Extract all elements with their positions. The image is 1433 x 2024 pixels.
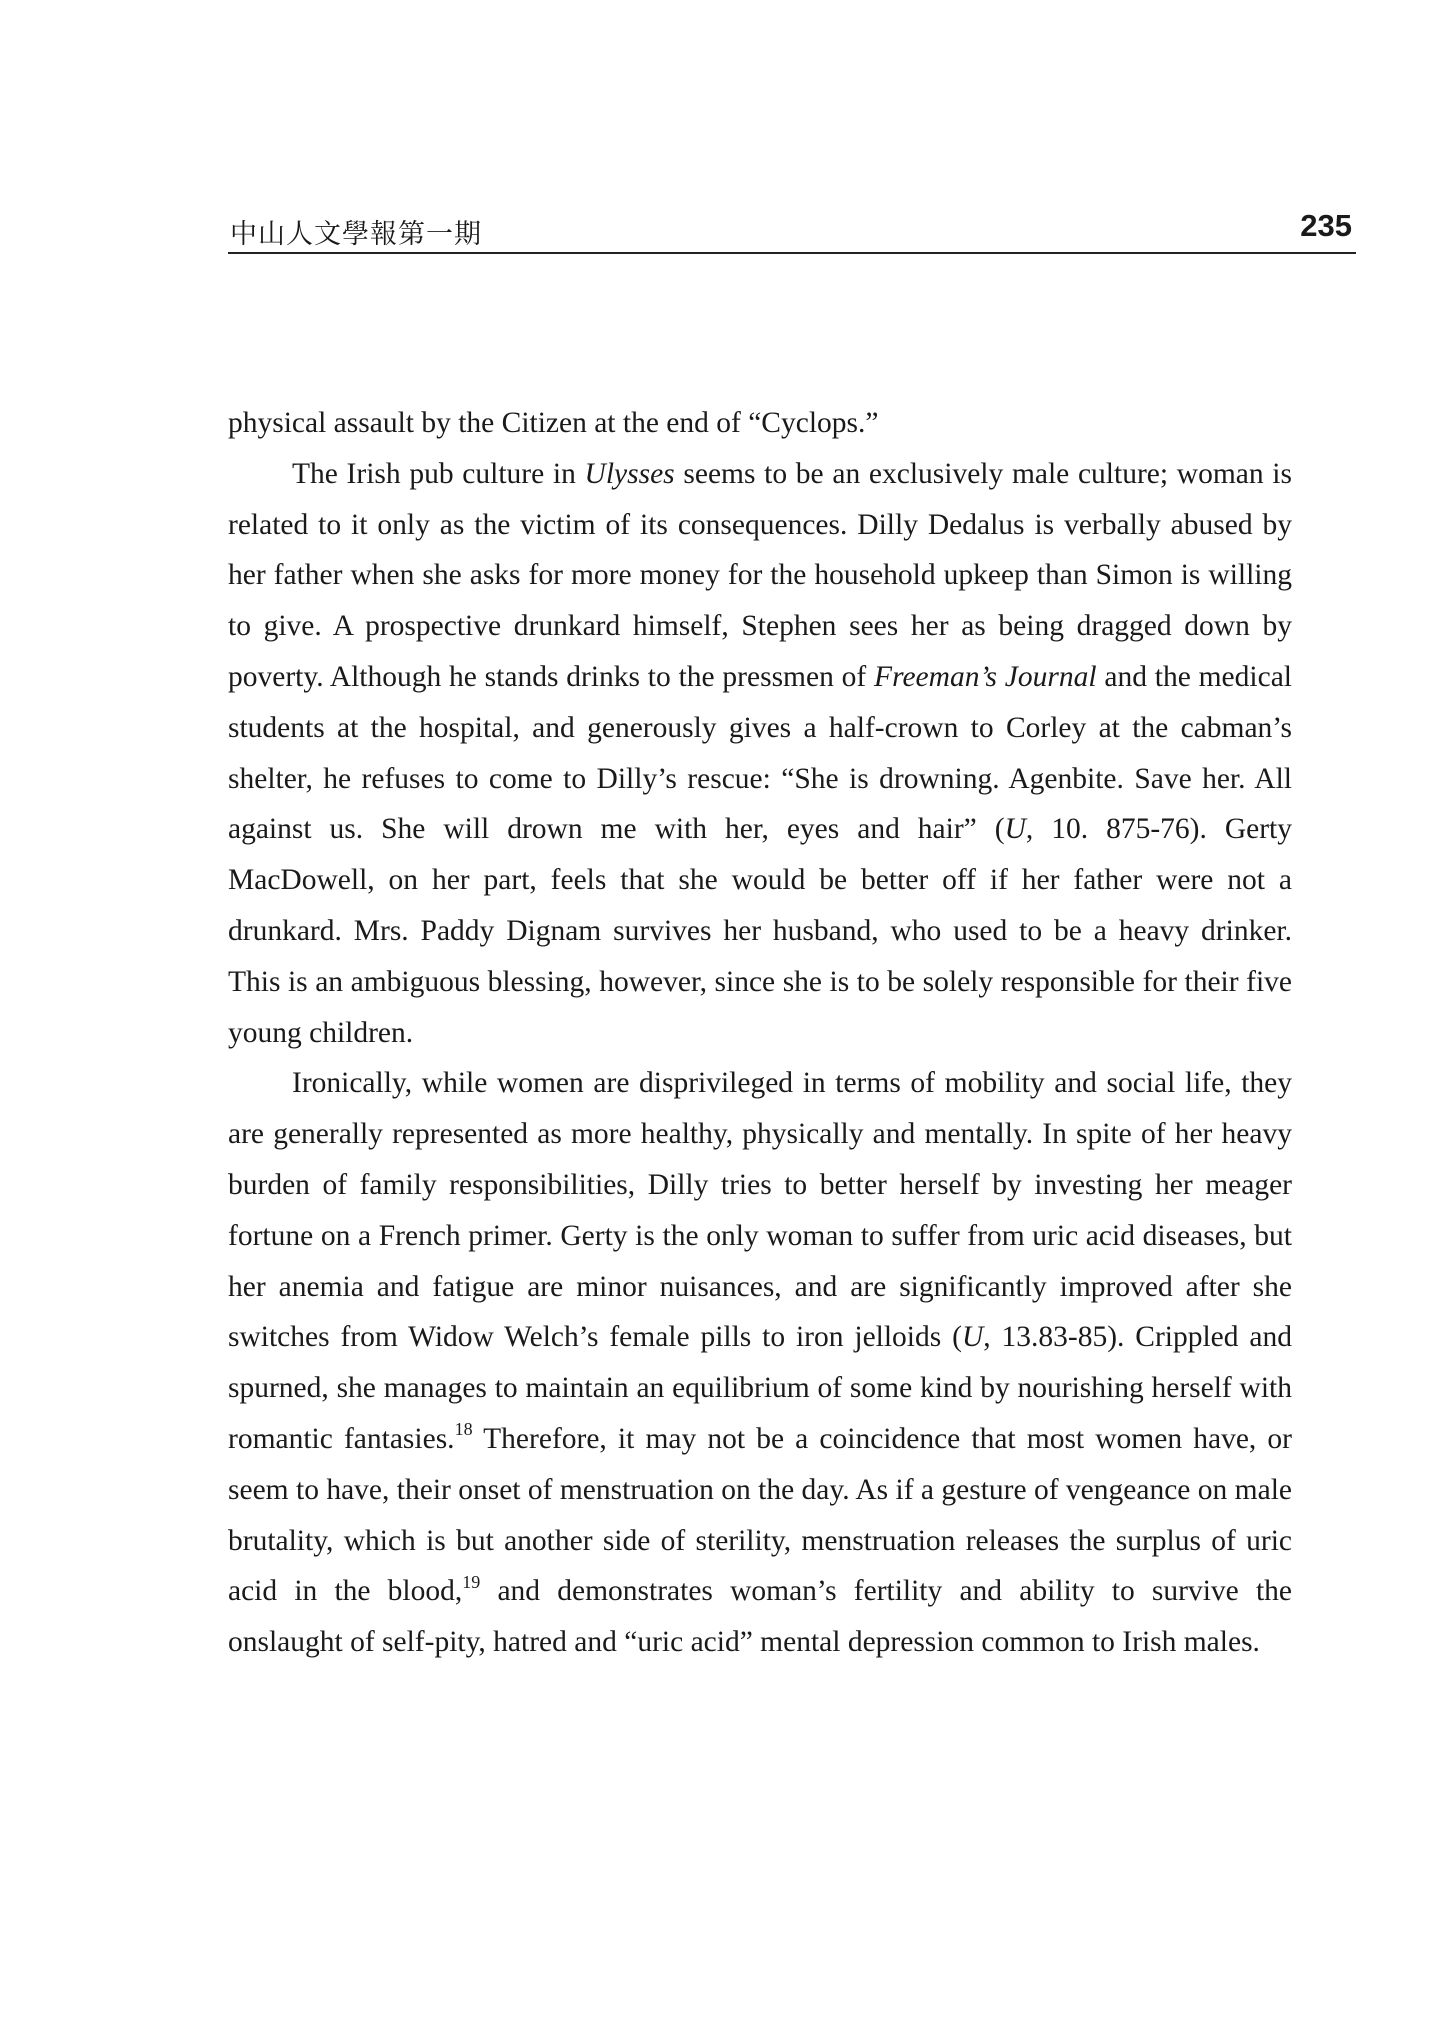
italic-text: U bbox=[961, 1321, 984, 1354]
text-run: Therefore, it may not be a coincidence that most women have, or seem to have, their onset of menstruation on the day. As if a gesture of vengeance on male brutality, which is but another side of sterility, menstruation releases the surplus of uric acid in the blood, bbox=[228, 1422, 1292, 1608]
italic-text: Freeman’s Journal bbox=[874, 660, 1097, 693]
text-run: seems to be an exclusively male culture; woman is related to it only as the victim of its consequences. Dilly Dedalus is verbally abused by her father when she asks for more money for the household upkeep than Simon is willing to give. A prospective drunkard himself, Stephen sees her as being dragged down by poverty. Although he stands drinks to the pressmen of bbox=[228, 457, 1292, 693]
running-header bbox=[228, 208, 1356, 254]
text-run: physical assault by the Citizen at the end of “Cyclops.” bbox=[228, 407, 879, 439]
italic-text: Ulysses bbox=[584, 457, 675, 490]
text-run: Ironically, while women are disprivileged in terms of mobility and social life, they are generally represented as more healthy, physically and mentally. In spite of her heavy burden of family responsibilities, Dilly tries to better herself by investing her meager fortune on a French primer. Gerty is the only woman to suffer from uric acid diseases, but her anemia and fatigue are minor nuisances, and are significantly improved after she switches from Widow Welch’s female pills to iron jelloids ( bbox=[228, 1067, 1292, 1354]
text-run: and demonstrates woman’s fertility and ability to survive the onslaught of self-pity, hatred and “uric acid” mental depression common to Irish males. bbox=[228, 1575, 1292, 1659]
footnote-marker: 19 bbox=[462, 1571, 481, 1592]
italic-text: U bbox=[1004, 813, 1026, 846]
text-run: and the medical students at the hospital, and generously gives a half-crown to Corley at the cabman’s shelter, he refuses to come to Dilly’s rescue: “She is drowning. Agenbite. Save her. All against us. She will drown me with her, eyes and hair” ( bbox=[228, 660, 1292, 846]
body-text bbox=[228, 398, 1292, 1668]
paragraph bbox=[228, 1058, 1292, 1668]
paragraph bbox=[228, 398, 1292, 449]
text-run: , 10. 875-76). Gerty MacDowell, on her part, feels that she would be better off if her father were not a drunkard. Mrs. Paddy Dignam survives her husband, who used to be a heavy drinker. This is an ambiguous blessing, however, since she is to be solely responsible for their five young children. bbox=[228, 813, 1292, 1049]
journal-title: 中山人文學報第一期 bbox=[230, 219, 482, 250]
footnote-marker: 18 bbox=[454, 1419, 473, 1440]
page-number: 235 bbox=[1300, 208, 1352, 243]
text-run: , 13.83-85). Crippled and spurned, she manages to maintain an equilibrium of some kind by nourishing herself with romantic fantasies. bbox=[228, 1321, 1292, 1455]
paragraph bbox=[228, 449, 1292, 1059]
text-run: The Irish pub culture in bbox=[292, 457, 585, 490]
